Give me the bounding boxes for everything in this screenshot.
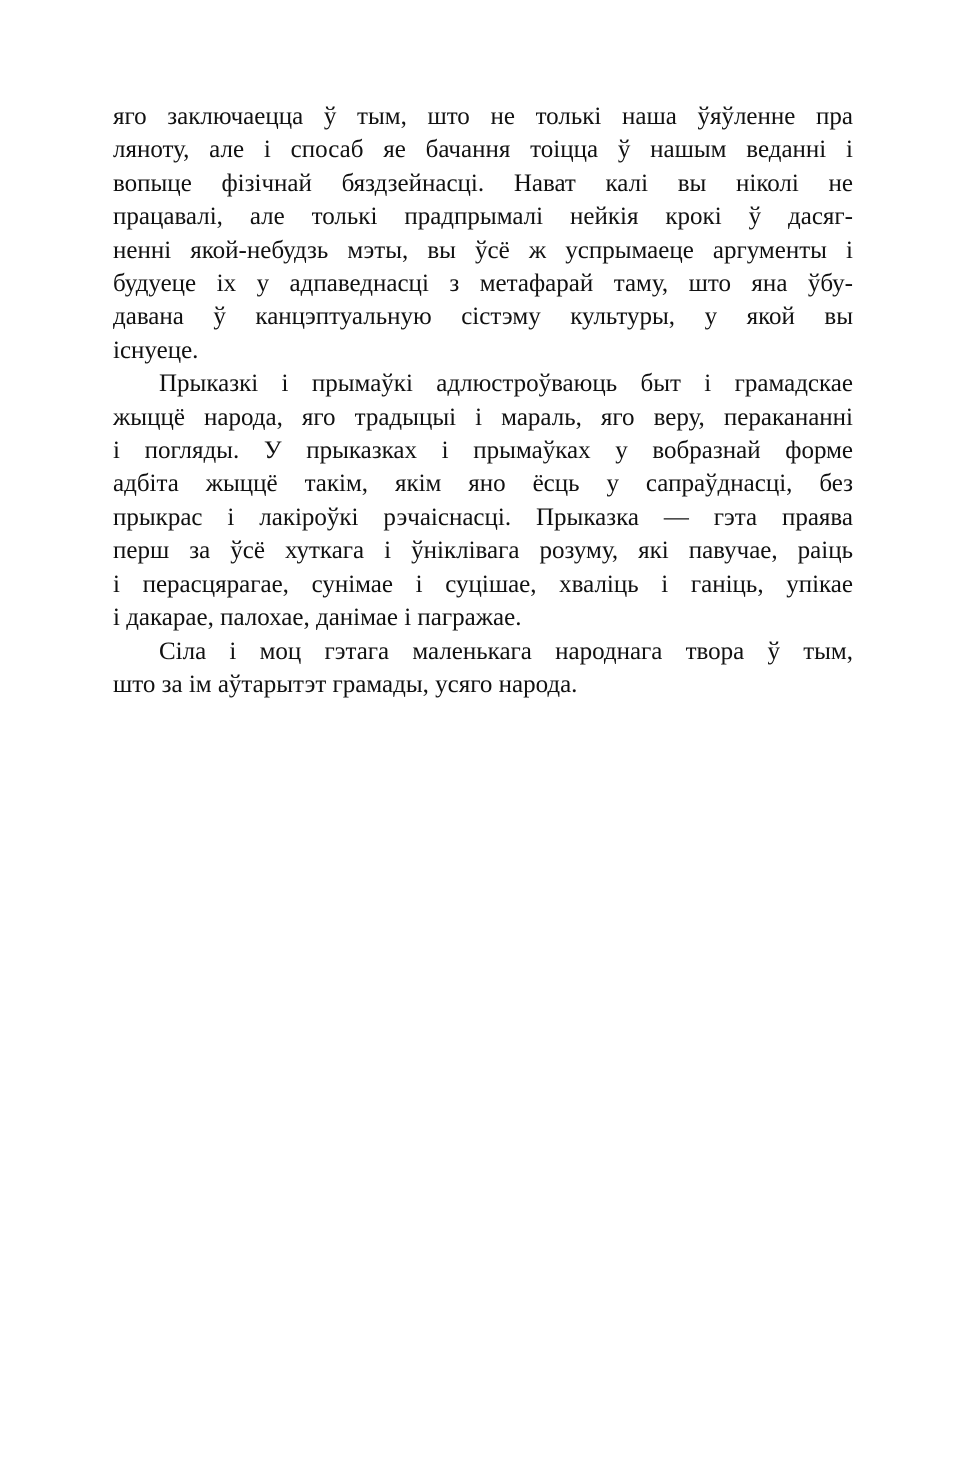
paragraph	[113, 635, 853, 702]
text-line: перш за ўсё хуткага і ўніклівага розуму, які павучае, раіць	[113, 537, 853, 565]
text-line: адбіта жыццё такім, якім яно ёсць у сапраўднасці, без	[113, 470, 853, 498]
text-line: давана ў канцэптуальную сістэму культуры, у якой вы	[113, 303, 853, 331]
text-line: і дакарае, палохае, данімае і пагражае.	[113, 604, 522, 632]
text-line: і погляды. У прыказках і прымаўках у вобразнай форме	[113, 437, 853, 465]
paragraph	[113, 100, 853, 367]
text-line: што за ім аўтарытэт грамады, усяго народа.	[113, 670, 578, 698]
text-block	[113, 100, 853, 701]
paragraph	[113, 367, 853, 634]
text-line: ляноту, але і спосаб яе бачання тоіцца ў нашым веданні і	[113, 136, 853, 164]
text-line: існуеце.	[113, 336, 199, 364]
text-line: ненні якой-небудзь мэты, вы ўсё ж успрымаеце аргументы і	[113, 236, 853, 264]
text-line: Сіла і моц гэтага маленькага народнага твора ў тым,	[159, 637, 853, 665]
text-line: Прыказкі і прымаўкі адлюстроўваюць быт і грамадскае	[159, 370, 853, 398]
text-line: будуеце іх у адпаведнасці з метафарай таму, што яна ўбу-	[113, 270, 853, 298]
text-line: жыццё народа, яго традыцыі і мараль, яго веру, перакананні	[113, 403, 853, 431]
text-line: працавалі, але толькі прадпрымалі нейкія крокі ў дасяг-	[113, 203, 853, 231]
text-line: вопыце фізічнай бяздзейнасці. Нават калі вы ніколі не	[113, 169, 853, 197]
text-line: яго заключаецца ў тым, што не толькі наша ўяўленне пра	[113, 103, 853, 130]
text-line: і перасцярагае, сунімае і суцішае, хваліць і ганіць, упікае	[113, 570, 853, 598]
text-line: прыкрас і лакіроўкі рэчаіснасці. Прыказка — гэта праява	[113, 503, 853, 531]
